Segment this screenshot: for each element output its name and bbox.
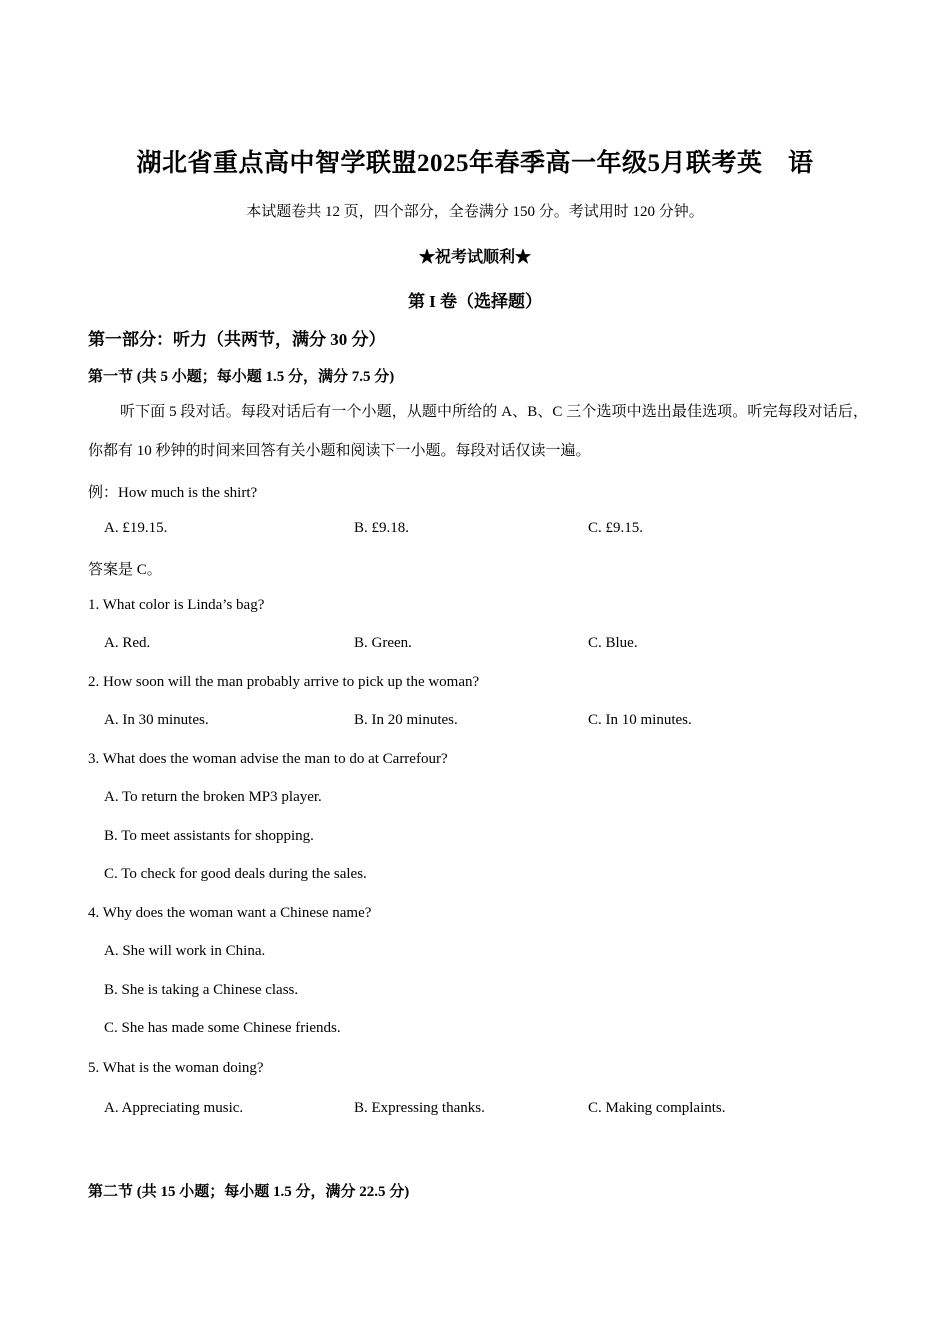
q3-option-a: A. To return the broken MP3 player. bbox=[104, 789, 322, 805]
question-4: 4. Why does the woman want a Chinese name? bbox=[88, 905, 372, 921]
example-question: 例：How much is the shirt? bbox=[88, 485, 258, 501]
q4-option-b: B. She is taking a Chinese class. bbox=[104, 982, 299, 998]
q4-option-a: A. She will work in China. bbox=[104, 943, 266, 959]
instructions-paragraph: 听下面 5 段对话。每段对话后有一个小题，从题中所给的 A、B、C 三个选项中选出最佳选项。听完每段对话后，你都有 10 秒钟的时间来回答有关小题和阅读下一小题。每段对话仅读一遍。 bbox=[88, 404, 868, 459]
q3-option-c: C. To check for good deals during the sales. bbox=[104, 866, 367, 882]
q2-option-c: C. In 10 minutes. bbox=[588, 712, 692, 728]
example-option-a: A. £19.15. bbox=[104, 520, 168, 536]
question-5: 5. What is the woman doing? bbox=[88, 1060, 264, 1076]
exam-title: 湖北省重点高中智学联盟2025年春季高一年级5月联考英 语 bbox=[136, 150, 814, 177]
question-2: 2. How soon will the man probably arrive to pick up the woman? bbox=[88, 674, 480, 690]
question-3: 3. What does the woman advise the man to do at Carrefour? bbox=[88, 751, 448, 767]
q4-option-c: C. She has made some Chinese friends. bbox=[104, 1020, 341, 1036]
question-1: 1. What color is Linda’s bag? bbox=[88, 597, 265, 613]
section-heading: 第一节 (共 5 小题；每小题 1.5 分，满分 7.5 分) bbox=[88, 369, 395, 385]
q1-option-c: C. Blue. bbox=[588, 635, 638, 651]
q5-option-b: B. Expressing thanks. bbox=[354, 1100, 485, 1116]
example-option-c: C. £9.15. bbox=[588, 520, 644, 536]
section-2-heading: 第二节 (共 15 小题；每小题 1.5 分，满分 22.5 分) bbox=[88, 1184, 410, 1200]
volume-heading: 第 I 卷（选择题） bbox=[407, 292, 543, 311]
q3-option-b: B. To meet assistants for shopping. bbox=[104, 828, 314, 844]
q2-option-a: A. In 30 minutes. bbox=[104, 712, 209, 728]
q1-option-b: B. Green. bbox=[354, 635, 412, 651]
example-answer: 答案是 C。 bbox=[88, 562, 162, 578]
q5-option-c: C. Making complaints. bbox=[588, 1100, 726, 1116]
q1-option-a: A. Red. bbox=[104, 635, 151, 651]
example-option-b: B. £9.18. bbox=[354, 520, 410, 536]
good-luck-line: ★祝考试顺利★ bbox=[418, 249, 531, 266]
q5-option-a: A. Appreciating music. bbox=[104, 1100, 244, 1116]
part-heading: 第一部分：听力（共两节，满分 30 分） bbox=[88, 330, 386, 349]
exam-subtitle: 本试题卷共 12 页，四个部分，全卷满分 150 分。考试用时 120 分钟。 bbox=[246, 204, 704, 220]
q2-option-b: B. In 20 minutes. bbox=[354, 712, 458, 728]
